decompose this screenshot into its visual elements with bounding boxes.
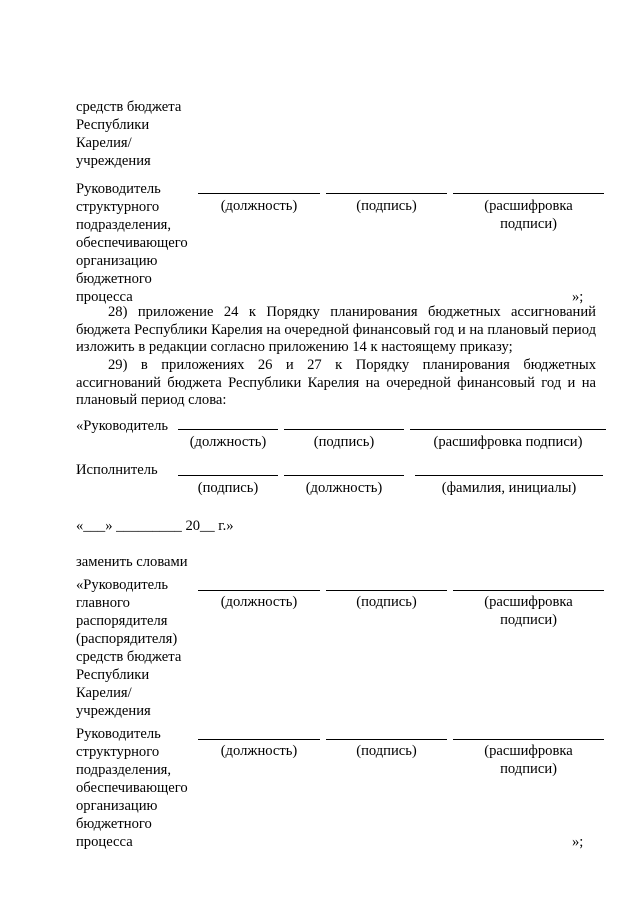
signature-blank-line: [326, 590, 447, 591]
decode-caption: подписи): [500, 216, 557, 232]
signatory-title-line: процесса: [76, 289, 133, 305]
position-caption: (должность): [305, 480, 383, 496]
end-quote-mark: »;: [572, 834, 584, 850]
position-blank-line: [198, 193, 320, 194]
signature-blank-line: [178, 475, 278, 476]
decode-caption: подписи): [500, 761, 557, 777]
signatory-title-line: бюджетного: [76, 816, 152, 832]
end-quote-mark: »;: [572, 289, 584, 305]
name-caption: (фамилия, инициалы): [441, 480, 577, 496]
signature-blank-line: [326, 739, 447, 740]
signatory-title-line: учреждения: [76, 703, 151, 719]
position-caption: (должность): [220, 743, 298, 759]
replace-phrase: заменить словами: [76, 554, 188, 570]
decode-caption: (расшифровка подписи): [433, 434, 583, 450]
signature-caption: (подпись): [356, 198, 417, 214]
head-label: «Руководитель: [76, 418, 169, 434]
position-blank-line: [178, 429, 278, 430]
signature-blank-line: [326, 193, 447, 194]
signatory-title-line: Руководитель: [76, 726, 161, 742]
date-line: «___» _________ 20__ г.»: [76, 518, 234, 534]
signatory-title-line: бюджетного: [76, 271, 152, 287]
signatory-title-line: обеспечивающего: [76, 235, 188, 251]
decode-caption: подписи): [500, 612, 557, 628]
signatory-title-line: организацию: [76, 798, 158, 814]
signature-caption: (подпись): [197, 480, 259, 496]
signatory-title-line: Карелия/: [76, 685, 132, 701]
signature-blank-line: [284, 429, 404, 430]
signatory-title-line: Руководитель: [76, 181, 161, 197]
signatory-title-line: структурного: [76, 744, 160, 760]
signatory-title-line: процесса: [76, 834, 133, 850]
name-blank-line: [415, 475, 603, 476]
signatory-title-line: распорядителя: [76, 613, 168, 629]
signatory-title-line: организацию: [76, 253, 158, 269]
position-caption: (должность): [220, 198, 298, 214]
position-blank-line: [198, 590, 320, 591]
signatory-title-line: (распорядителя): [76, 631, 178, 647]
position-caption: (должность): [220, 594, 298, 610]
signatory-title-line: «Руководитель: [76, 577, 169, 593]
decode-blank-line: [453, 739, 604, 740]
decode-caption: (расшифровка: [484, 743, 573, 759]
signatory-title-line: обеспечивающего: [76, 780, 188, 796]
decode-caption: (расшифровка: [484, 198, 573, 214]
signature-caption: (подпись): [356, 594, 417, 610]
signatory-title-line: учреждения: [76, 153, 151, 169]
signatory-title-line: средств бюджета: [76, 649, 182, 665]
paragraph-29: 29) в приложениях 26 и 27 к Порядку планирования бюджетных ассигнований бюджета Республики Карелия на очередной финансовый год и на плановый период слова:: [76, 357, 596, 409]
signatory-title-line: главного: [76, 595, 130, 611]
decode-blank-line: [410, 429, 606, 430]
decode-blank-line: [453, 193, 604, 194]
decode-blank-line: [453, 590, 604, 591]
signatory-title-line: Республики: [76, 667, 150, 683]
signatory-title-line: средств бюджета: [76, 99, 182, 115]
position-blank-line: [284, 475, 404, 476]
signatory-title-line: структурного: [76, 199, 160, 215]
decode-caption: (расшифровка: [484, 594, 573, 610]
executor-label: Исполнитель: [76, 462, 158, 478]
signature-caption: (подпись): [313, 434, 375, 450]
signatory-title-line: подразделения,: [76, 217, 172, 233]
signatory-title-line: Карелия/: [76, 135, 132, 151]
position-blank-line: [198, 739, 320, 740]
signatory-title-line: Республики: [76, 117, 150, 133]
paragraph-28: 28) приложение 24 к Порядку планирования бюджетных ассигнований бюджета Республики Карелия на очередной финансовый год и на плановый период изложить в редакции согласно приложению 14 к настоящему приказу;: [76, 304, 596, 356]
position-caption: (должность): [189, 434, 267, 450]
signatory-title-line: подразделения,: [76, 762, 172, 778]
signature-caption: (подпись): [356, 743, 417, 759]
